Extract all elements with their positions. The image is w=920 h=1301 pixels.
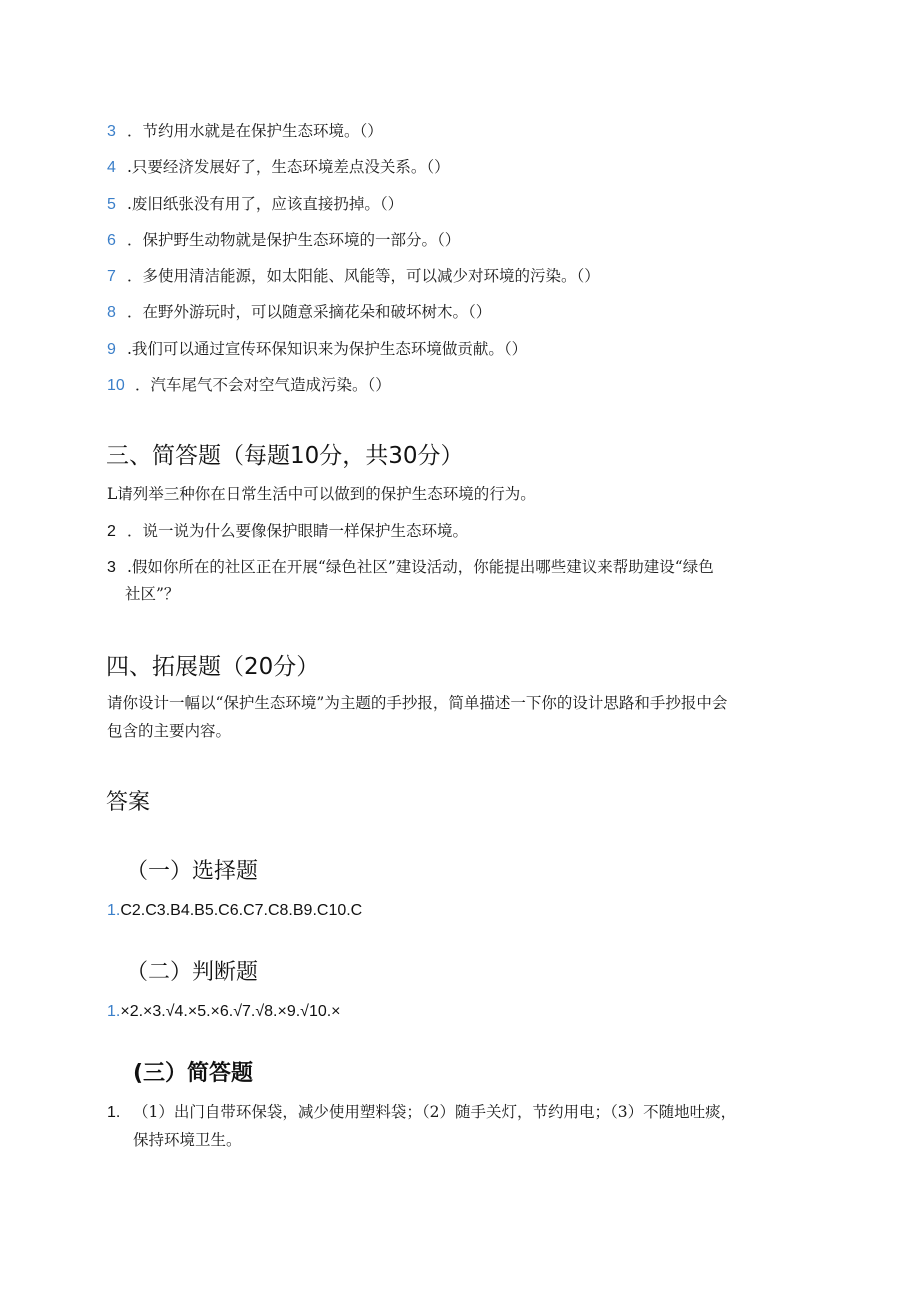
item-number: 4: [107, 159, 116, 176]
short-question-2: [107, 521, 468, 542]
section-title-short-answer: 三、简答题（每题10分，共30分）: [106, 443, 464, 469]
item-text: ．多使用清洁能源，如太阳能、风能等，可以减少对环境的污染。（）: [127, 267, 600, 285]
answer-values: C2.C3.B4.B5.C6.C7.C8.B9.C10.C: [120, 902, 363, 919]
item-number: 6: [107, 232, 116, 249]
answer-values: ×2.×3.√4.×5.×6.√7.√8.×9.√10.×: [120, 1003, 341, 1020]
short-question-3-continued: 社区”？: [125, 585, 180, 603]
short-question-1: L请列举三种你在日常生活中可以做到的保护生态环境的行为。: [107, 485, 536, 503]
short-question-3: [107, 557, 714, 578]
item-text: .我们可以通过宣传环保知识来为保护生态环境做贡献。（）: [127, 340, 528, 358]
judge-item: [107, 266, 600, 287]
item-number: 1.: [107, 1104, 121, 1121]
answers-choice-title: （一）选择题: [126, 859, 259, 884]
judge-item: [107, 339, 527, 360]
judge-item: [107, 194, 403, 215]
item-text: ．在野外游玩时，可以随意采摘花朵和破坏树木。（）: [127, 303, 492, 321]
item-text: .只要经济发展好了，生态环境差点没关系。（）: [127, 158, 450, 176]
item-number: 5: [107, 196, 116, 213]
item-text: ．说一说为什么要像保护眼睛一样保护生态环境。: [127, 522, 469, 540]
answer-first-number: 1.: [107, 902, 121, 919]
item-number: 3: [107, 559, 116, 576]
item-number: 10: [107, 377, 125, 394]
extension-question-line1: 请你设计一幅以“保护生态环境”为主题的手抄报，简单描述一下你的设计思路和手抄报中会: [107, 694, 728, 712]
answers-choice-line: [107, 902, 362, 920]
item-text: （1）出门自带环保袋，减少使用塑料袋；（2）随手关灯，节约用电；（3）不随地吐痰，: [133, 1103, 737, 1121]
item-text: .假如你所在的社区正在开展“绿色社区”建设活动，你能提出哪些建议来帮助建设“绿色: [127, 558, 714, 576]
answers-judge-title: （二）判断题: [126, 960, 259, 985]
judge-item: [107, 375, 391, 396]
item-number: 9: [107, 341, 116, 358]
item-number: 7: [107, 268, 116, 285]
answer-first-number: 1.: [107, 1003, 121, 1020]
extension-question-line2: 包含的主要内容。: [107, 722, 232, 740]
judge-item: [107, 302, 491, 323]
answers-judge-line: [107, 1003, 341, 1021]
answers-short-line1: [107, 1102, 736, 1123]
item-text: ．保护野生动物就是保护生态环境的一部分。（）: [127, 231, 461, 249]
item-number: 8: [107, 304, 116, 321]
item-text: ．汽车尾气不会对空气造成污染。（）: [135, 376, 391, 394]
answers-short-line2: 保持环境卫生。: [133, 1131, 242, 1149]
item-text: ．节约用水就是在保护生态环境。（）: [127, 122, 383, 140]
item-text: .废旧纸张没有用了，应该直接扔掉。（）: [127, 195, 404, 213]
item-number: 3: [107, 123, 116, 140]
judge-item: [107, 230, 460, 251]
answers-short-title: (三）简答题: [133, 1061, 254, 1086]
judge-item: [107, 121, 383, 142]
answers-title: 答案: [106, 790, 151, 815]
section-title-extension: 四、拓展题（20分）: [106, 654, 320, 680]
item-number: 2: [107, 523, 116, 540]
judge-item: [107, 157, 450, 178]
